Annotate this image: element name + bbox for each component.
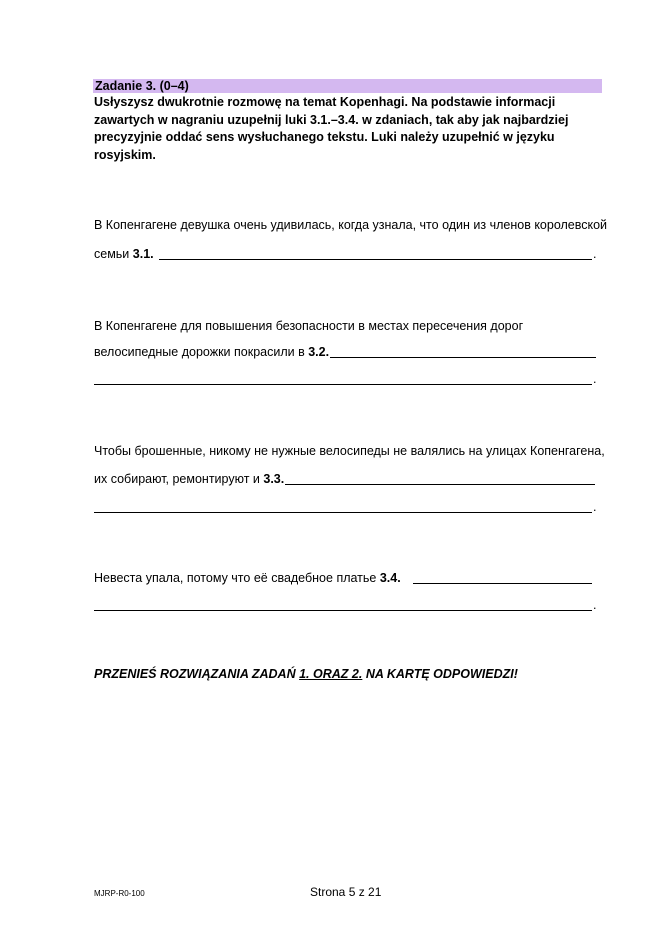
period: .: [593, 598, 597, 612]
item-3-1-number: 3.1.: [132, 247, 154, 261]
item-3-2-prefix: велосипедные дорожки покрасили в: [94, 345, 305, 359]
answer-blank-3-2-continued[interactable]: [94, 384, 592, 385]
item-3-3-line2: [94, 471, 284, 487]
answer-blank-3-3-continued[interactable]: [94, 512, 592, 513]
item-3-1-prefix: семьи: [94, 247, 130, 261]
item-3-2-number: 3.2.: [308, 345, 330, 359]
transfer-prefix: PRZENIEŚ ROZWIĄZANIA ZADAŃ: [94, 667, 296, 681]
item-3-1-line1: В Копенгагене девушка очень удивилась, когда узнала, что один из членов королевской: [94, 218, 608, 232]
period: .: [593, 500, 597, 514]
task-header: Zadanie 3. (0–4): [93, 79, 602, 93]
item-3-3-line1: Чтобы брошенные, никому не нужные велосипеды не валялись на улицах Копенгагена,: [94, 444, 605, 458]
transfer-instruction: [94, 667, 518, 681]
footer-page-number: Strona 5 z 21: [310, 885, 382, 899]
transfer-task-reference: 1. ORAZ 2.: [299, 667, 363, 681]
task-instructions: Usłyszysz dwukrotnie rozmowę na temat Kopenhagi. Na podstawie informacji zawartych w nagraniu uzupełnij luki 3.1.–3.4. w zdaniach, tak aby jak najbardziej precyzyjnie oddać sens wysłuchanego tekstu. Luki należy uzupełnić w języku rosyjskim.: [94, 95, 569, 162]
item-3-3-prefix: их собирают, ремонтируют и: [94, 472, 260, 486]
period: .: [593, 247, 597, 261]
item-3-1-line2: [94, 246, 154, 262]
item-3-2-line1: В Копенгагене для повышения безопасности в местах пересечения дорог: [94, 319, 524, 333]
period: .: [593, 372, 597, 386]
item-3-4-prefix: Невеста упала, потому что её свадебное платье: [94, 571, 377, 585]
answer-blank-3-3[interactable]: [285, 484, 595, 485]
answer-blank-3-1[interactable]: [159, 259, 592, 260]
item-3-2-line2: [94, 344, 329, 360]
answer-blank-3-4-continued[interactable]: [94, 610, 592, 611]
answer-blank-3-4[interactable]: [413, 583, 592, 584]
footer-exam-code: MJRP-R0-100: [94, 889, 145, 898]
transfer-suffix: NA KARTĘ ODPOWIEDZI!: [365, 667, 518, 681]
item-3-3-number: 3.3.: [263, 472, 285, 486]
answer-blank-3-2[interactable]: [330, 357, 596, 358]
item-3-4-number: 3.4.: [379, 571, 401, 585]
item-3-4-line1: [94, 570, 401, 586]
